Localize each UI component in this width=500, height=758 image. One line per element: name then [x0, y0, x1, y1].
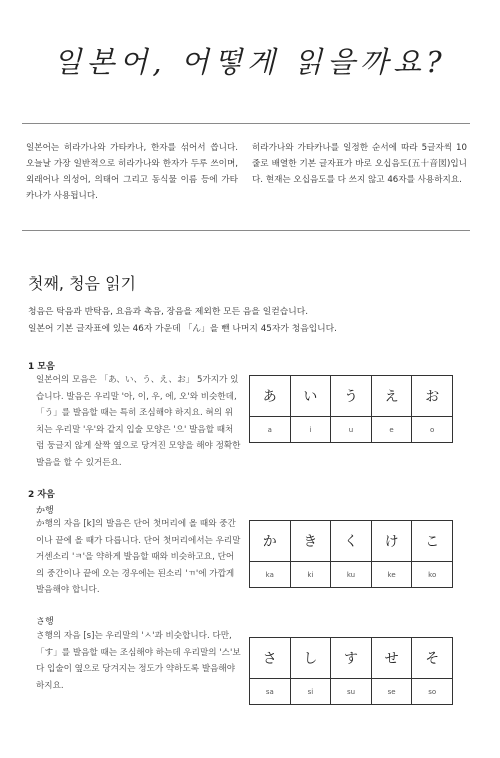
divider — [22, 230, 470, 231]
vowels-text: 일본어의 모음은 「あ、い、う、え、お」 5가지가 있습니다. 발음은 우리말 '아, 이, 우, 에, 오'와 비슷한데, 「う」를 발음할 때는 특히 조심해야 하지요. 혀의 위치는 우리말 '우'와 같지 입술 모양은 '으' 발음할 때처럼 둥글지 않게 살짝 옆으로 당겨진 모양을 해야 정확한 발음을 할 수 있거든요. — [36, 375, 241, 468]
kana-cell: さ — [250, 638, 291, 679]
kana-cell: こ — [412, 521, 453, 562]
romaji-cell: si — [290, 679, 331, 705]
romaji-cell: se — [371, 679, 412, 705]
romaji-cell: sa — [250, 679, 291, 705]
divider — [22, 123, 470, 124]
romaji-cell: e — [371, 417, 412, 443]
kana-cell: き — [290, 521, 331, 562]
romaji-cell: ke — [371, 562, 412, 588]
section-title: 첫째, 청음 읽기 — [28, 274, 136, 293]
romaji-cell: ka — [250, 562, 291, 588]
vowels-table — [249, 375, 453, 443]
romaji-cell: u — [331, 417, 372, 443]
sa-table — [249, 637, 453, 705]
intro-right: 히라가나와 가타카나를 일정한 순서에 따라 5글자씩 10줄로 배열한 기본 글자표가 바로 오십음도(五十音図)입니다. 현재는 오십음도를 다 쓰지 않고 46자를 사용하지요. — [252, 143, 467, 185]
page-title: 일본어, 어떻게 읽을까요? — [53, 45, 447, 79]
kana-cell: お — [412, 376, 453, 417]
sa-row-title: さ행 — [36, 617, 54, 627]
intro-left: 일본어는 히라가나와 가타카나, 한자를 섞어서 씁니다. 오늘날 가장 일반적으로 히라가나와 한자가 두루 쓰이며, 외래어나 의성어, 의태어 그리고 동식물 이름 등에 가타카나가 사용됩니다. — [26, 143, 238, 201]
kana-cell: せ — [371, 638, 412, 679]
vowels-heading: 1 모음 — [28, 362, 55, 372]
kana-cell: し — [290, 638, 331, 679]
kana-cell: か — [250, 521, 291, 562]
sa-row-text: さ행의 자음 [s]는 우리말의 'ㅅ'과 비슷합니다. 다만, 「す」를 발음할 때는 조심해야 하는데 우리말의 '스'보다 입술이 옆으로 당겨지는 정도가 약하도록 발음해야 하지요. — [36, 631, 241, 691]
kana-cell: そ — [412, 638, 453, 679]
romaji-cell: so — [412, 679, 453, 705]
section-desc-line: 청음은 탁음과 반탁음, 요음과 촉음, 장음을 제외한 모든 음을 일컫습니다. — [28, 307, 308, 317]
romaji-cell: i — [290, 417, 331, 443]
ka-row-text: か행의 자음 [k]의 발음은 단어 첫머리에 올 때와 중간이나 끝에 올 때가 다릅니다. 단어 첫머리에서는 우리말 거센소리 'ㅋ'을 약하게 발음할 때와 비슷하고요, 단어의 중간이나 끝에 오는 경우에는 된소리 'ㄲ'에 가깝게 발음해야 합니다. — [36, 519, 241, 595]
kana-cell: う — [331, 376, 372, 417]
kana-cell: す — [331, 638, 372, 679]
kana-cell: く — [331, 521, 372, 562]
kana-cell: け — [371, 521, 412, 562]
ka-row-title: か행 — [36, 506, 54, 516]
consonants-heading: 2 자음 — [28, 490, 55, 500]
romaji-cell: ko — [412, 562, 453, 588]
kana-cell: あ — [250, 376, 291, 417]
kana-cell: え — [371, 376, 412, 417]
romaji-cell: ku — [331, 562, 372, 588]
section-desc-line: 일본어 기본 글자표에 있는 46자 가운데 「ん」을 뺀 나머지 45자가 청음입니다. — [28, 324, 337, 334]
romaji-cell: o — [412, 417, 453, 443]
romaji-cell: a — [250, 417, 291, 443]
kana-cell: い — [290, 376, 331, 417]
romaji-cell: ki — [290, 562, 331, 588]
romaji-cell: su — [331, 679, 372, 705]
ka-table — [249, 520, 453, 588]
